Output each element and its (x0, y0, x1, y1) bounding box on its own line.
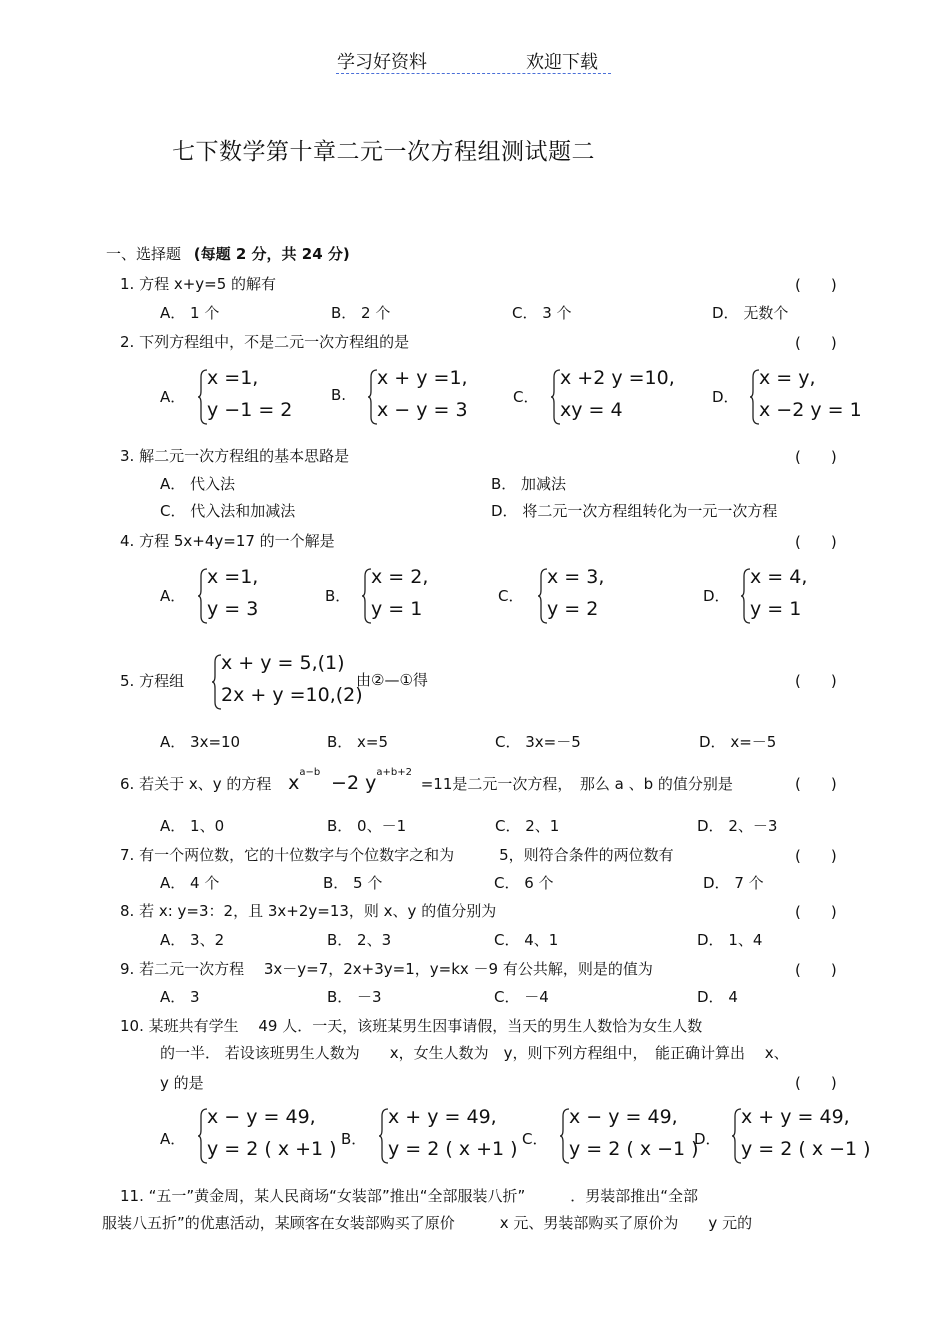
q3-option-c: C． 代入法和加减法 (160, 502, 296, 520)
q5-stem: 5. 方程组 (120, 672, 185, 690)
q9-option-b: B． －3 (327, 988, 382, 1006)
q4-c-eq1: x = 3, (547, 566, 605, 588)
header-left: 学习好资料 (337, 52, 427, 73)
q10-system-b (378, 1106, 518, 1166)
q4-label-c: C． (498, 587, 524, 605)
q6-option-b: B． 0、－1 (327, 817, 407, 835)
q10-label-a: A． (160, 1130, 186, 1148)
q4-label-b: B． (325, 587, 351, 605)
q6-stem-start: 6. 若关于 x、y 的方程 (120, 775, 272, 793)
q4-system-b (361, 566, 441, 626)
q2-stem: 2. 下列方程组中，不是二元一次方程组的是 (120, 333, 410, 351)
q5-option-b: B． x=5 (327, 733, 389, 751)
q11-line-2: 服装八五折”的优惠活动，某顾客在女装部购买了原价 x 元、男装部购买了原价为 y 元的 (102, 1214, 753, 1232)
q10-line-1: 10. 某班共有学生 49 人．一天，该班某男生因事请假，当天的男生人数恰为女生人数 (120, 1017, 703, 1035)
q3-answer-paren: ( ) (795, 448, 837, 466)
q5-eq2: 2x + y =10,(2) (221, 684, 363, 706)
q6-stem (120, 767, 733, 794)
q9-stem: 9. 若二元一次方程 3x－y=7，2x+3y=1，y=kx －9 有公共解，则是的值为 (120, 960, 653, 978)
q2-label-b: B. (331, 386, 347, 404)
q10-b-eq1: x + y = 49, (388, 1106, 497, 1128)
q10-label-c: C． (522, 1130, 548, 1148)
q4-stem: 4. 方程 5x+4y=17 的一个解是 (120, 532, 335, 550)
q5-option-c: C． 3x=－5 (495, 733, 581, 751)
q5-system (211, 652, 363, 712)
q10-c-eq1: x − y = 49, (569, 1106, 678, 1128)
q5-eq1: x + y = 5,(1) (221, 652, 345, 674)
q10-d-eq1: x + y = 49, (741, 1106, 850, 1128)
q1-option-a: A． 1 个 (160, 304, 220, 322)
q10-a-eq2: y = 2 ( x +1 ) (207, 1138, 337, 1160)
q3-option-d: D． 将二元一次方程组转化为一元一次方程 (491, 502, 778, 520)
q8-option-a: A． 3、2 (160, 931, 225, 949)
q4-b-eq1: x = 2, (371, 566, 429, 588)
q2-d-eq1: x = y, (759, 367, 816, 389)
q9-answer-paren: ( ) (795, 961, 837, 979)
q3-stem: 3. 解二元一次方程组的基本思路是 (120, 447, 350, 465)
q2-b-eq2: x − y = 3 (377, 399, 468, 421)
q4-d-eq1: x = 4, (750, 566, 808, 588)
q6-option-d: D． 2、－3 (697, 817, 778, 835)
q7-option-d: D． 7 个 (703, 874, 764, 892)
q8-stem: 8. 若 x: y=3：2，且 3x+2y=13，则 x、y 的值分别为 (120, 902, 497, 920)
q10-system-a (197, 1106, 337, 1166)
q10-b-eq2: y = 2 ( x +1 ) (388, 1138, 518, 1160)
q10-label-d: D． (694, 1130, 721, 1148)
q6-option-a: A． 1、0 (160, 817, 225, 835)
q2-d-eq2: x −2 y = 1 (759, 399, 862, 421)
header-right: 欢迎下载 (526, 52, 598, 73)
q6-var-x: x (288, 772, 300, 794)
q4-answer-paren: ( ) (795, 533, 837, 551)
q11-line-1: 11. “五一”黄金周，某人民商场“女装部”推出“全部服装八折” ．男装部推出“全部 (120, 1187, 699, 1205)
q7-option-a: A． 4 个 (160, 874, 220, 892)
q10-line-3: y 的是 (160, 1074, 204, 1092)
q10-system-d (731, 1106, 871, 1166)
q10-label-b: B． (341, 1130, 367, 1148)
q1-option-b: B． 2 个 (331, 304, 391, 322)
q6-stem-tail: =11是二元一次方程， 那么 a 、b 的值分别是 (420, 775, 733, 793)
q2-c-eq1: x +2 y =10, (560, 367, 675, 389)
section-heading (106, 243, 350, 264)
section-heading-prefix: 一、选择题 (106, 245, 182, 263)
q9-option-d: D． 4 (697, 988, 738, 1006)
q6-answer-paren: ( ) (795, 775, 837, 793)
q10-line-2: 的一半． 若设该班男生人数为 x，女生人数为 y，则下列方程组中， 能正确计算出 x、 (160, 1044, 789, 1062)
q6-option-c: C． 2、1 (495, 817, 560, 835)
q1-option-d: D． 无数个 (712, 304, 789, 322)
q4-label-d: D． (703, 587, 730, 605)
q5-option-a: A． 3x=10 (160, 733, 241, 751)
q4-a-eq1: x =1, (207, 566, 259, 588)
q2-label-c: C． (513, 388, 539, 406)
q4-label-a: A． (160, 587, 186, 605)
q5-option-d: D． x=－5 (699, 733, 777, 751)
q7-answer-paren: ( ) (795, 847, 837, 865)
section-heading-detail: (每题 2 分，共 24 分) (193, 245, 350, 263)
q10-c-eq2: y = 2 ( x −1 ) (569, 1138, 699, 1160)
q4-system-c (537, 566, 617, 626)
q4-a-eq2: y = 3 (207, 598, 259, 620)
q2-a-eq2: y −1 = 2 (207, 399, 293, 421)
q2-system-a (197, 367, 317, 427)
header-underline (336, 73, 611, 74)
q9-option-c: C． －4 (494, 988, 549, 1006)
q8-option-c: C． 4、1 (494, 931, 559, 949)
q5-tail: 由②—①得 (356, 671, 428, 689)
q1-answer-paren: ( ) (795, 276, 837, 294)
q2-c-eq2: xy = 4 (560, 399, 623, 421)
q1-option-c: C． 3 个 (512, 304, 572, 322)
q7-option-b: B． 5 个 (323, 874, 383, 892)
q10-system-c (559, 1106, 699, 1166)
q10-answer-paren: ( ) (795, 1074, 837, 1092)
q3-option-a: A． 代入法 (160, 475, 236, 493)
q2-system-b (367, 367, 487, 427)
q2-answer-paren: ( ) (795, 334, 837, 352)
page-title: 七下数学第十章二元一次方程组测试题二 (172, 139, 595, 165)
q10-a-eq1: x − y = 49, (207, 1106, 316, 1128)
q2-b-eq1: x + y =1, (377, 367, 468, 389)
q8-answer-paren: ( ) (795, 903, 837, 921)
q3-option-b: B． 加减法 (491, 475, 567, 493)
q6-exponent-2: a+b+2 (376, 767, 412, 778)
q4-b-eq2: y = 1 (371, 598, 423, 620)
q6-exponent-1: a−b (299, 767, 321, 778)
q7-option-c: C． 6 个 (494, 874, 554, 892)
q2-system-d (749, 367, 869, 427)
q2-a-eq1: x =1, (207, 367, 259, 389)
q8-option-b: B． 2、3 (327, 931, 392, 949)
q10-d-eq2: y = 2 ( x −1 ) (741, 1138, 871, 1160)
q7-stem: 7. 有一个两位数，它的十位数字与个位数字之和为 5，则符合条件的两位数有 (120, 846, 674, 864)
q4-c-eq2: y = 2 (547, 598, 599, 620)
q4-system-d (740, 566, 820, 626)
q8-option-d: D． 1、4 (697, 931, 763, 949)
q9-option-a: A． 3 (160, 988, 200, 1006)
q6-term-2y: −2 y (331, 772, 377, 794)
q2-label-a: A． (160, 388, 186, 406)
q2-system-c (550, 367, 680, 427)
q4-d-eq2: y = 1 (750, 598, 802, 620)
q4-system-a (197, 566, 277, 626)
q5-answer-paren: ( ) (795, 672, 837, 690)
q2-label-d: D． (712, 388, 739, 406)
q1-stem: 1. 方程 x+y=5 的解有 (120, 275, 277, 293)
